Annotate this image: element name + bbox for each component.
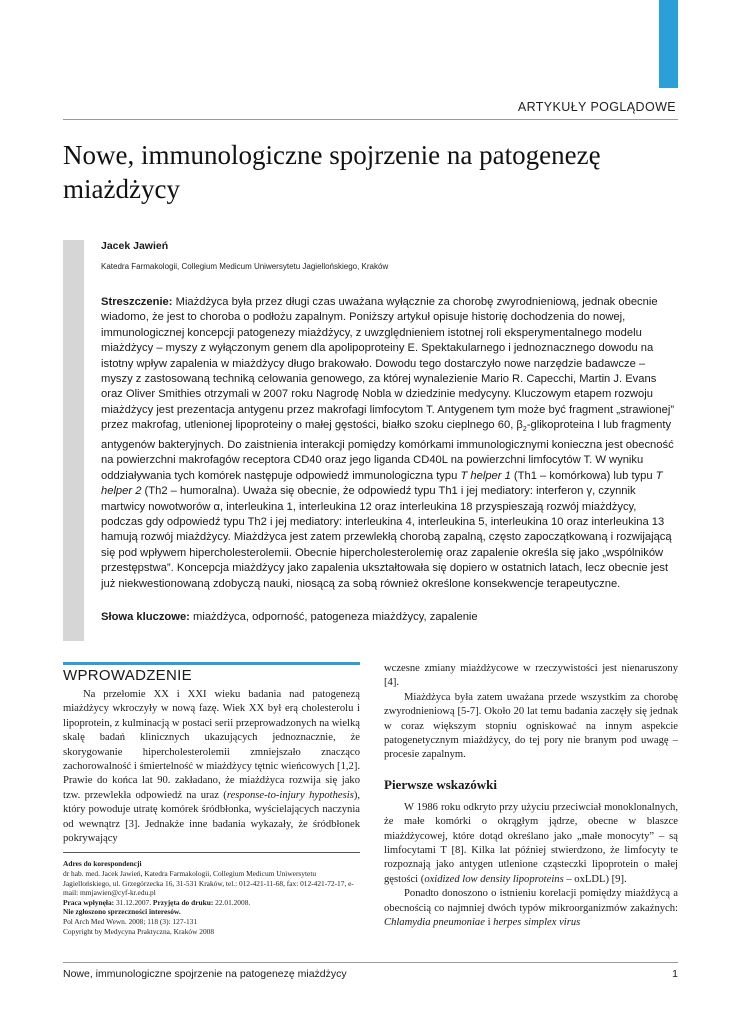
intro-italic: response-to-injury hypothesis [226, 789, 354, 801]
right-paragraph-4 [384, 887, 678, 930]
oxldl-term: oxidized low density lipoproteins [424, 873, 564, 885]
right-paragraph-1: wczesne zmiany miażdżycowe w rzeczywistości jest nienaruszony [4]. [384, 663, 678, 689]
right-paragraph-3 [384, 801, 678, 887]
running-title: Nowe, immunologiczne spojrzenie na patogenezę miażdżycy [63, 968, 347, 980]
abstract-text-1: Miażdżyca była przez długi czas uważana wyłącznie za chorobę zwyrodnieniową, jednak obecnie wiadomo, że jest to choroba o podłożu zapalnym. Poniższy artykuł opisuje historię dochodzenia do nowej, immunologicznej koncepcji patogenezy miażdżycy, z uwzględnieniem istotnej roli eksperymentalnego modelu miażdżycy – myszy z wyłączonym genem dla apolipoproteiny E. Spektakularnego i jednoznacznego dowodu na istotny wpływ zapalenia w miażdżycy długo brakowało. Dowodu tego dostarczyło nowe narzędzie badawcze – myszy z zastosowaną techniką celowania genowego, za której wynalezienie Mario R. Capecchi, Martin J. Evans oraz Oliver Smithies otrzymali w 2007 roku Nagrodę Nobla w dziedzinie medycyny. Kluczowym etapem rozwoju miażdżycy jest prezentacja antygenu przez makrofagi limfocytom T. Antygenem tym może być fragment „strawionej” przez makrofag, utlenionej lipoproteiny o małej gęstości, białko szoku cieplnego 60, [101, 296, 675, 432]
keywords [101, 610, 679, 625]
chlamydia-term: Chlamydia pneumoniae [384, 917, 485, 929]
header-rule [63, 119, 678, 120]
abstract-label: Streszczenie: [101, 296, 173, 308]
right-text-3b: – oxLDL) [9]. [563, 873, 627, 885]
abstract-side-strip [63, 240, 84, 641]
citation: Pol Arch Med Wewn. 2008; 118 (3): 127-131 [63, 917, 198, 927]
correspondence-rule [63, 852, 360, 853]
conflict-statement: Nie zgłoszono sprzeczności interesów. [63, 907, 181, 917]
correspondence-block [63, 859, 360, 936]
accent-bar [659, 0, 678, 88]
abstract-text-2: -glikoproteina I lub fragmenty antygenów bakteryjnych. Do zaistnienia interakcji pomiędzy komórkami immunologicznymi konieczna jest obecność na powierzchni makrofagów receptora CD40 oraz jego liganda CD40L na powierzchni limfocytów T. W wyniku oddziaływania tych komórek następuje odpowiedź immunologiczna typu [101, 419, 674, 482]
intro-paragraph [63, 688, 360, 846]
abstract-text-4: (Th2 – humoralna). Uważa się obecnie, że odpowiedź typu Th1 i jej mediatory: interferon γ, czynnik martwicy nowotworów α, interleukina 1, interleukina 12 oraz interleukina 18 przyspieszają rozwój miażdżycy, podczas gdy odpowiedź typu Th2 i jej mediatory: interleukina 4, interleukina 5, interleukina 10 oraz interleukina 13 hamują rozwój miażdżycy. Miażdżyca jest zatem przewlekłą chorobą zapalną, często zapoczątkowaną i rozwijającą się pod wpływem hipercholesterolemii. Obecnie hipercholesterolemię oraz zapalenie określa się jako „wspólników przestępstwa”. Koncepcja miażdżycy jako zapalenia ukształtowała się dopiero w ostatnich latach, lecz obecnie jest już niekwestionowaną zdobyczą nauki, niosącą za sobą również określone konsekwencje terapeutyczne. [101, 485, 672, 590]
correspondence-label: Adres do korespondencji [63, 859, 142, 869]
th2-term: T helper 2 [101, 469, 663, 498]
beta-subscript: 2 [522, 426, 527, 434]
intro-heading: WPROWADZENIE [63, 662, 360, 684]
right-text-3a: W 1986 roku odkryto przy użyciu przeciwciał monoklonalnych, że małe komórki o okrągłym jądrze, obecne w blaszce miażdżycowej, które dotąd określano jako „małe monocyty” – są limfocytami T [8]. Kilka lat później stwierdzono, że limfocyty te rozpoznają jako antygen utlenione cząsteczki lipoprotein o małej gęstości ( [384, 801, 678, 885]
received-date: 31.12.2007. [114, 897, 152, 907]
sub-heading: Pierwsze wskazówki [384, 776, 498, 792]
right-paragraph-2: Miażdżyca była zatem uważana przede wszystkim za chorobę zwyrodnieniową [5-7]. Około 20 lat temu badania zaczęły się jednak w coraz większym stopniu ogniskować na innym aspekcie patogenetycznym miażdżycy, do tej pory nie branym pod uwagę – procesie zapalnym. [384, 691, 678, 761]
th1-term: T helper 1 [460, 469, 511, 482]
accepted-label: Przyjęta do druku: [151, 897, 214, 907]
herpes-term: herpes simplex virus [493, 917, 581, 929]
intro-text-1: Na przełomie XX i XXI wieku badania nad patogenezą miażdżycy wkroczyły w nową fazę. Wiek XX był erą cholesterolu i lipoprotein, z kulminacją w postaci serii przeprowadzonych na wielką skalę badań klinicznych ukazujących jednoznacznie, że skorygowanie hipercholesterolemii zmniejszało znacząco zachorowalność i śmiertelność w miażdżycy tętnic wieńcowych [1,2]. Prawie do końca lat 90. zakładano, że miażdżyca rozwija się jako tzw. przewlekła odpowiedź na uraz ( [63, 689, 360, 801]
keywords-label: Słowa kluczowe: [101, 611, 190, 623]
left-column [63, 662, 360, 936]
intro-text-2: ), który powoduje utratę komórek śródbłonka, wyścielających naczynia od wewnątrz [3]. Jednakże inne badania wykazały, że śródbłonek pokrywający [63, 789, 360, 845]
and-word: i [484, 917, 494, 929]
abstract-text-3: (Th1 – komórkowa) lub typu [510, 469, 656, 482]
right-column [384, 662, 678, 931]
author-name: Jacek Jawień [101, 240, 169, 252]
keywords-text: miażdżyca, odporność, patogeneza miażdżycy, zapalenie [189, 611, 478, 623]
copyright: Copyright by Medycyna Praktyczna, Kraków 2008 [63, 926, 215, 936]
footer-rule [63, 962, 678, 963]
right-text-4a: Ponadto donoszono o istnieniu korelacji pomiędzy miażdżycą a obecnością co najmniej dwóch typów mikroorganizmów zakaźnych: [384, 888, 678, 914]
section-label: ARTYKUŁY POGLĄDOWE [517, 100, 676, 114]
accepted-date: 22.01.2008. [213, 897, 251, 907]
correspondence-address: dr hab. med. Jacek Jawień, Katedra Farmakologii, Collegium Medicum Uniwersytetu Jagiellońskiego, ul. Grzegórzecka 16, 31-531 Kraków, tel.: 012-421-11-68, fax: 012-421-72-17, e-mail: mmjawien@cyf-kr.edu.pl [63, 869, 354, 898]
page-number: 1 [672, 968, 678, 980]
abstract [101, 295, 679, 592]
article-title: Nowe, immunologiczne spojrzenie na patogenezę miażdżycy [63, 140, 601, 204]
author-affiliation: Katedra Farmakologii, Collegium Medicum Uniwersytetu Jagiellońskiego, Kraków [101, 262, 389, 271]
received-label: Praca wpłynęła: [63, 897, 115, 907]
beta-symbol: β [516, 419, 523, 432]
